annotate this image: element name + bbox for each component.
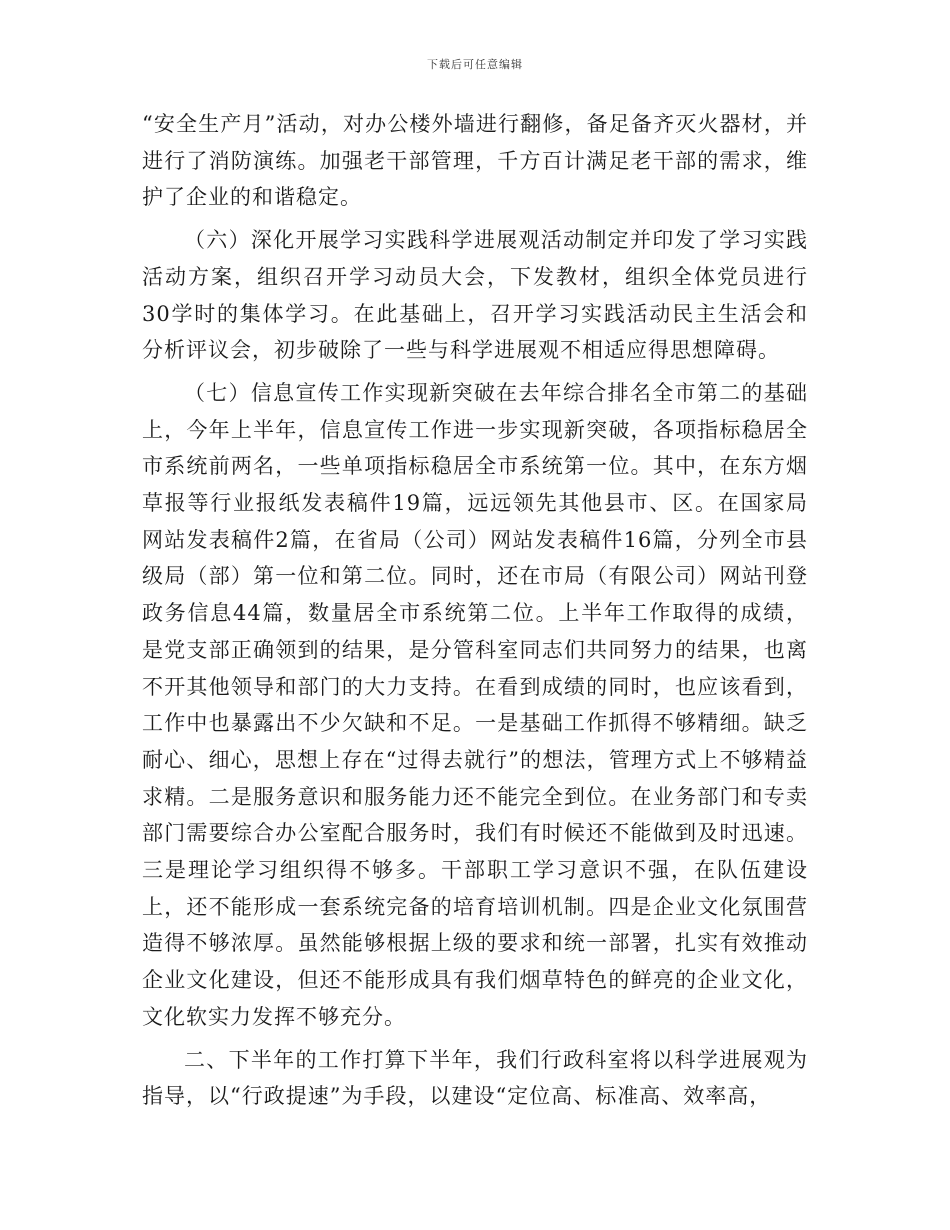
- paragraph-section-six: （六）深化开展学习实践科学进展观活动制定并印发了学习实践活动方案，组织召开学习动员大会，下发教材，组织全体党员进行30学时的集体学习。在此基础上，召开学习实践活动民主生活会和分析评议会，初步破除了一些与科学进展观不相适应得思想障碍。: [142, 228, 808, 363]
- header-note: 下载后可任意编辑: [427, 58, 523, 71]
- document-body: [142, 106, 808, 1115]
- paragraph-section-two: 二、下半年的工作打算下半年，我们行政科室将以科学进展观为指导，以“行政提速”为手段，以建设“定位高、标准高、效率高，: [142, 1047, 808, 1109]
- paragraph-section-seven: （七）信息宣传工作实现新突破在去年综合排名全市第二的基础上，今年上半年，信息宣传工作进一步实现新突破，各项指标稳居全市系统前两名，一些单项指标稳居全市系统第一位。其中，在东方烟草报等行业报纸发表稿件19篇，远远领先其他县市、区。在国家局网站发表稿件2篇，在省局（公司）网站发表稿件16篇，分列全市县级局（部）第一位和第二位。同时，还在市局（有限公司）网站刊登政务信息44篇，数量居全市系统第二位。上半年工作取得的成绩，是党支部正确领到的结果，是分管科室同志们共同努力的结果，也离不开其他领导和部门的大力支持。在看到成绩的同时，也应该看到，工作中也暴露出不少欠缺和不足。一是基础工作抓得不够精细。缺乏耐心、细心，思想上存在“过得去就行”的想法，管理方式上不够精益求精。二是服务意识和服务能力还不能完全到位。在业务部门和专卖部门需要综合办公室配合服务时，我们有时候还不能做到及时迅速。三是理论学习组织得不够多。干部职工学习意识不强，在队伍建设上，还不能形成一套系统完备的培育培训机制。四是企业文化氛围营造得不够浓厚。虽然能够根据上级的要求和统一部署，扎实有效推动企业文化建设，但还不能形成具有我们烟草特色的鲜亮的企业文化，文化软实力发挥不够充分。: [142, 380, 808, 1029]
- paragraph-safety-month: “安全生产月”活动，对办公楼外墙进行翻修，备足备齐灭火器材，并进行了消防演练。加强老干部管理，千方百计满足老干部的需求，维护了企业的和谐稳定。: [142, 112, 808, 210]
